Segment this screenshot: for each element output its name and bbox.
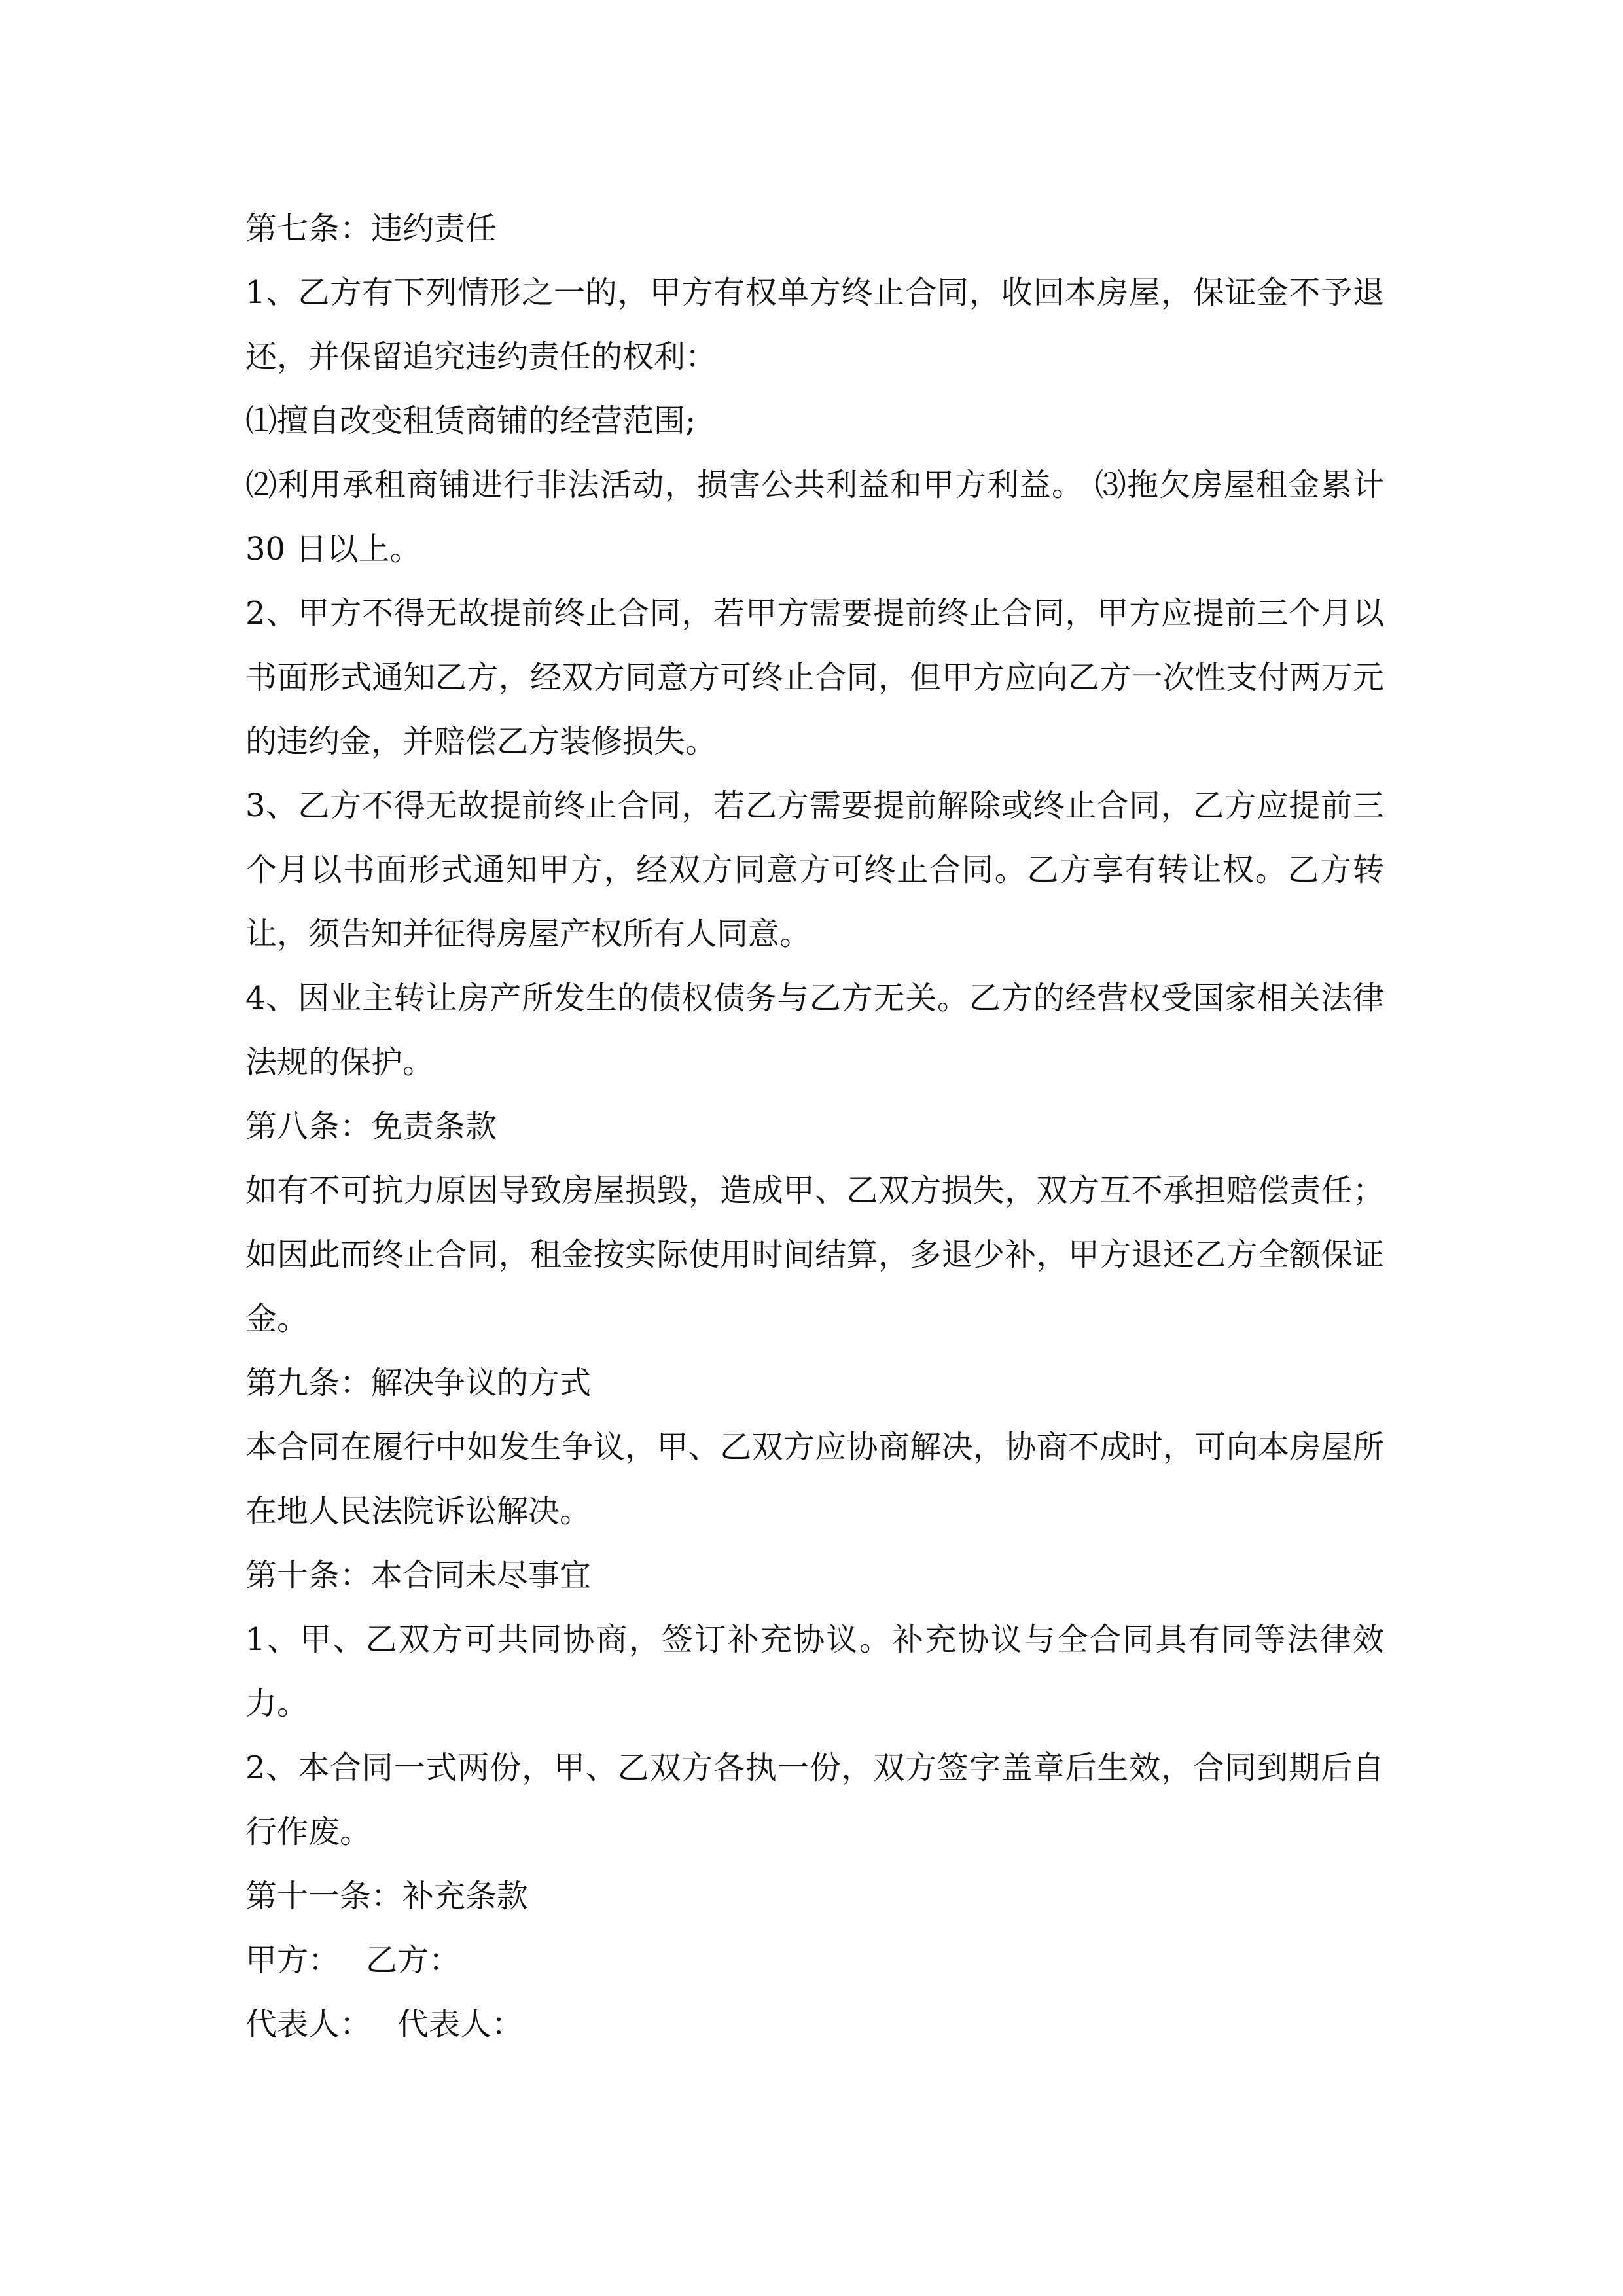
party-signature-row bbox=[245, 1928, 1384, 1992]
article-8-heading: 第八条：免责条款 bbox=[245, 1108, 497, 1145]
article-10-item-2: 2、本合同一式两份，甲、乙双方各执一份，双方签字盖章后生效，合同到期后自行作废。 bbox=[245, 1749, 1384, 1850]
party-a-label: 甲方： bbox=[245, 1942, 340, 1979]
party-b-label: 乙方： bbox=[366, 1942, 461, 1979]
article-7-item-1-sub-2: ⑵利用承租商铺进行非法活动，损害公共利益和甲方利益。 ⑶拖欠房屋租金累计 30 日以上。 bbox=[245, 467, 1384, 567]
representative-signature-row bbox=[245, 1992, 1384, 2056]
contract-page bbox=[245, 196, 1384, 2056]
article-7-item-3: 3、乙方不得无故提前终止合同，若乙方需要提前解除或终止合同，乙方应提前三个月以书面形式通知甲方，经双方同意方可终止合同。乙方享有转让权。乙方转让，须告知并征得房屋产权所有人同意。 bbox=[245, 787, 1384, 952]
rep-a-label: 代表人： bbox=[245, 2006, 372, 2043]
article-11-heading: 第十一条：补充条款 bbox=[245, 1878, 529, 1914]
article-7-item-1-sub-1: ⑴擅自改变租赁商铺的经营范围; bbox=[245, 403, 696, 439]
article-10-heading: 第十条：本合同未尽事宜 bbox=[245, 1557, 592, 1594]
article-8-body: 如有不可抗力原因导致房屋损毁，造成甲、乙双方损失，双方互不承担赔偿责任；如因此而终止合同，租金按实际使用时间结算，多退少补，甲方退还乙方全额保证金。 bbox=[245, 1172, 1384, 1337]
article-9-heading: 第九条：解决争议的方式 bbox=[245, 1365, 592, 1401]
article-10-item-1: 1、甲、乙双方可共同协商，签订补充协议。补充协议与全合同具有同等法律效力。 bbox=[245, 1621, 1384, 1722]
article-9-body: 本合同在履行中如发生争议，甲、乙双方应协商解决，协商不成时，可向本房屋所在地人民法院诉讼解决。 bbox=[245, 1429, 1384, 1530]
rep-b-label: 代表人： bbox=[397, 2006, 524, 2043]
article-7-item-2: 2、甲方不得无故提前终止合同，若甲方需要提前终止合同，甲方应提前三个月以书面形式通知乙方，经双方同意方可终止合同，但甲方应向乙方一次性支付两万元的违约金，并赔偿乙方装修损失。 bbox=[245, 595, 1384, 760]
article-7-heading: 第七条：违约责任 bbox=[245, 210, 497, 247]
article-7-item-1: 1、乙方有下列情形之一的，甲方有权单方终止合同，收回本房屋，保证金不予退还，并保留追究违约责任的权利： bbox=[245, 274, 1384, 375]
article-7-item-4: 4、因业主转让房产所发生的债权债务与乙方无关。乙方的经营权受国家相关法律法规的保护。 bbox=[245, 980, 1384, 1081]
